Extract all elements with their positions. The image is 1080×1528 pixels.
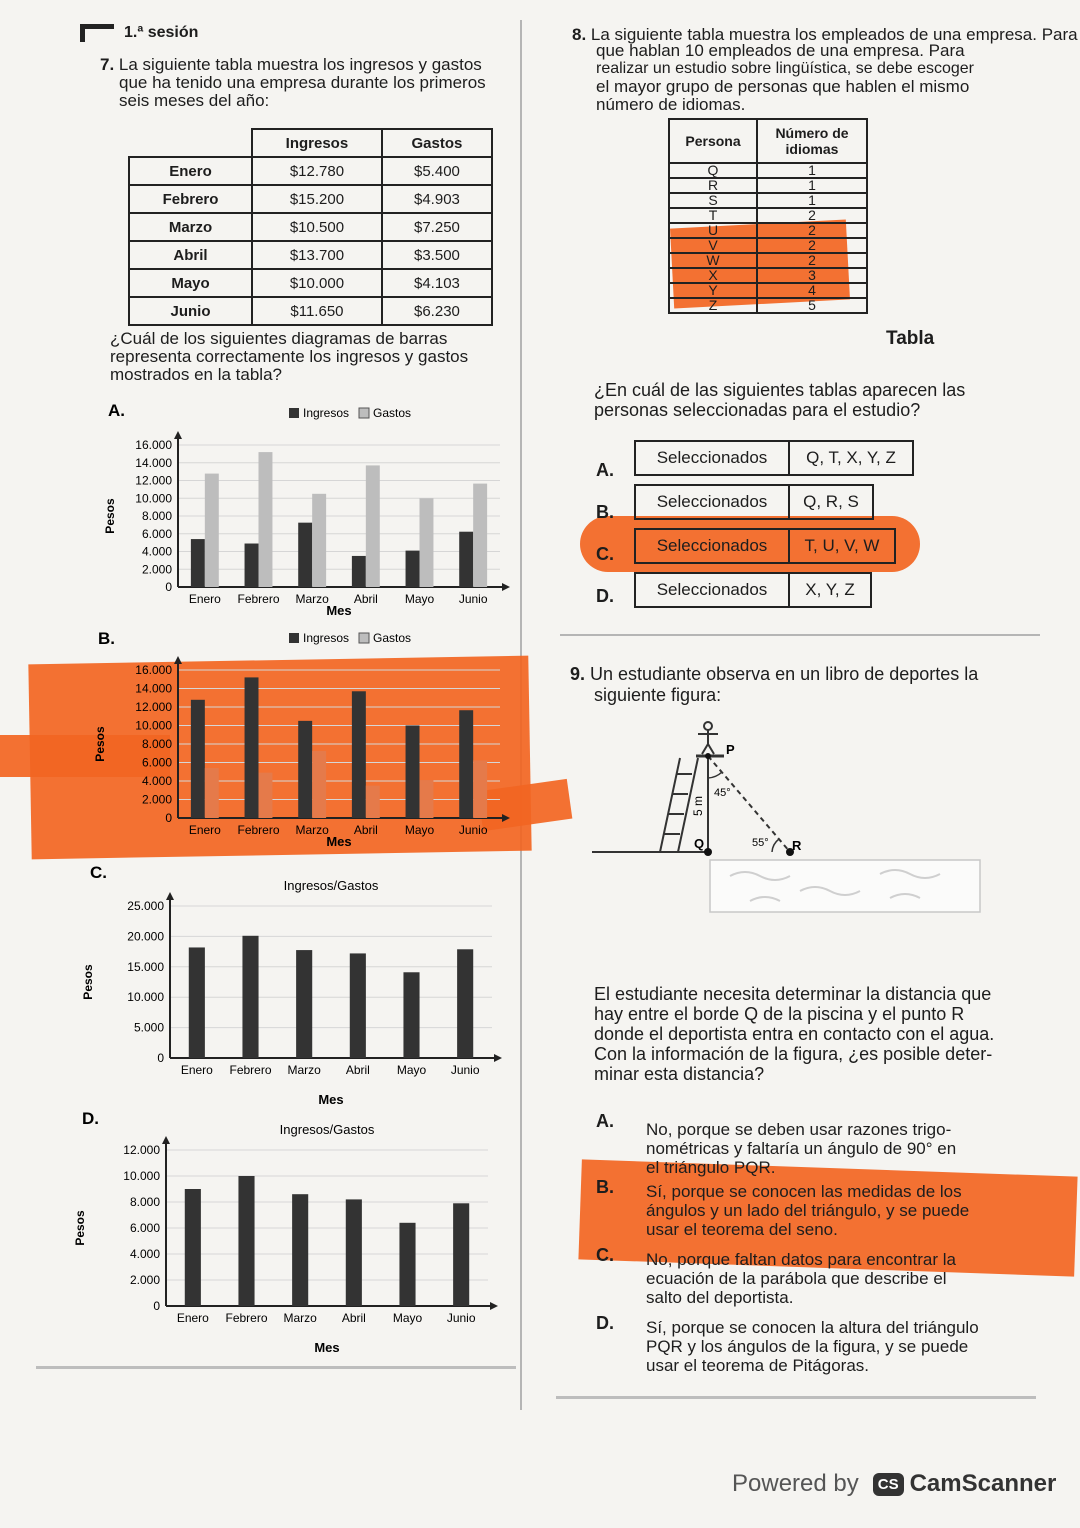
q9-number: 9. [570, 664, 586, 684]
bar-series2 [420, 498, 434, 587]
row-label: Junio [129, 297, 252, 325]
bar-series1 [350, 953, 366, 1058]
q7-number: 7. [100, 55, 115, 74]
cell-persona: S [669, 193, 757, 208]
cell-idiomas: 1 [757, 193, 867, 208]
q8-line5: número de idiomas. [596, 95, 746, 114]
cell-persona: T [669, 208, 757, 223]
y-tick-label: 8.000 [129, 1195, 160, 1209]
table-row [129, 269, 492, 297]
cell-idiomas: 3 [757, 268, 867, 283]
y-tick-label: 16.000 [135, 438, 172, 452]
x-tick-label: Abril [345, 1063, 370, 1077]
cell-persona: V [669, 238, 757, 253]
q8-line3: realizar un estudio sobre lingüística, se debe escoger [596, 60, 974, 77]
answer-line: salto del deportista. [646, 1288, 794, 1307]
cell-gastos: $5.400 [382, 157, 492, 185]
x-axis-title: Mes [314, 1340, 340, 1355]
diver-body-icon [698, 730, 718, 754]
x-tick-label: Enero [180, 1063, 213, 1077]
legend-swatch-gastos [359, 408, 369, 418]
label-angle-p: 45° [714, 787, 731, 799]
cell-idiomas: 2 [757, 238, 867, 253]
table-row [669, 208, 867, 223]
q8-table-caption: Tabla [886, 328, 935, 349]
x-tick-label: Marzo [295, 823, 329, 837]
answer-letter: C. [596, 1245, 614, 1265]
answer-text [646, 1318, 1046, 1375]
answer-letter: B. [596, 1177, 614, 1197]
label-p: P [726, 742, 735, 757]
answer-line: Sí, porque se conocen las medidas de los [646, 1182, 962, 1201]
q9-body-line3: donde el deportista entra en contacto con el agua. [594, 1024, 995, 1044]
angle-p-arc [708, 772, 722, 778]
q7-line3: seis meses del año: [119, 91, 270, 110]
q8-option-b-letter: B. [596, 502, 614, 522]
q7-statement [100, 56, 520, 110]
q8-option-a-letter: A. [596, 460, 614, 480]
point-p [705, 753, 711, 759]
answer-text [646, 1250, 1046, 1307]
x-tick-label: Febrero [229, 1063, 272, 1077]
y-tick-label: 6.000 [141, 755, 172, 770]
bar-series2 [259, 452, 273, 587]
header-persona: Persona [669, 119, 757, 163]
q8-option-c-box [634, 528, 896, 564]
option-label: Seleccionados [636, 442, 790, 474]
answer-text [646, 1120, 1046, 1177]
y-tick-label: 16.000 [135, 663, 172, 677]
bar-series1 [403, 972, 419, 1058]
y-axis-title: Pesos [103, 498, 117, 534]
row-label: Abril [129, 241, 252, 269]
table-row [129, 241, 492, 269]
answer-line: ecuación de la parábola que describe el [646, 1269, 947, 1288]
cell-idiomas: 2 [757, 208, 867, 223]
chart-option-b [80, 628, 520, 858]
chart-option-letter: A. [108, 401, 125, 420]
table-row [669, 268, 867, 283]
cell-persona: X [669, 268, 757, 283]
cell-persona: R [669, 178, 757, 193]
bar-series2 [473, 760, 487, 818]
x-axis-arrow-icon [490, 1302, 498, 1310]
q9-body-line1: El estudiante necesita determinar la distancia que [594, 984, 992, 1004]
q7-question-line2: representa correctamente los ingresos y gastos [110, 347, 469, 366]
y-axis-title: Pesos [73, 1210, 87, 1246]
answer-line: usar el teorema del seno. [646, 1220, 838, 1239]
legend-entry-gastos: Gastos [373, 406, 412, 420]
cell-idiomas: 2 [757, 253, 867, 268]
cell-idiomas: 5 [757, 298, 867, 313]
header-ingresos: Ingresos [252, 129, 382, 157]
x-tick-label: Junio [450, 1063, 480, 1077]
q9-body-line2: hay entre el borde Q de la piscina y el punto R [594, 1004, 965, 1024]
q9-body [594, 984, 1044, 1084]
table-row [129, 297, 492, 325]
x-tick-label: Mayo [404, 592, 435, 606]
section-divider [560, 634, 1040, 636]
row-label: Enero [129, 157, 252, 185]
powered-by-label: Powered by [732, 1470, 859, 1497]
y-tick-label: 25.000 [127, 899, 164, 913]
y-axis-arrow-icon [174, 656, 182, 664]
bar-series1 [298, 523, 312, 587]
pool [710, 860, 980, 912]
table-row [669, 253, 867, 268]
x-tick-label: Marzo [287, 1063, 321, 1077]
table-row [669, 178, 867, 193]
y-axis-arrow-icon [166, 892, 174, 900]
table-header-row [669, 119, 867, 163]
bar-series1 [191, 700, 205, 818]
answer-line: ángulos y un lado del triángulo, y se puede [646, 1201, 970, 1220]
chart-title: Ingresos/Gastos [279, 1122, 375, 1137]
cell-ingresos: $13.700 [252, 241, 382, 269]
ladder-rail-left [660, 758, 680, 852]
table-row [669, 283, 867, 298]
answer-line: el triángulo PQR. [646, 1158, 776, 1177]
answer-line: usar el teorema de Pitágoras. [646, 1356, 870, 1375]
y-tick-label: 12.000 [135, 473, 172, 488]
table-row [129, 213, 492, 241]
q9-body-line4: Con la información de la figura, ¿es posible deter- [594, 1044, 993, 1064]
option-label: Seleccionados [636, 574, 790, 606]
y-tick-label: 2.000 [141, 562, 172, 577]
x-tick-label: Junio [458, 592, 488, 606]
x-tick-label: Abril [353, 823, 378, 837]
cell-gastos: $6.230 [382, 297, 492, 325]
bar-series1 [346, 1199, 362, 1306]
x-tick-label: Febrero [237, 823, 280, 837]
x-tick-label: Junio [446, 1311, 476, 1325]
x-axis-arrow-icon [502, 814, 510, 822]
x-tick-label: Mayo [404, 823, 435, 837]
q7-table [128, 128, 493, 326]
y-axis-arrow-icon [162, 1136, 170, 1144]
legend-entry-ingresos: Ingresos [303, 631, 350, 645]
bar-series2 [312, 751, 326, 818]
cell-persona: U [669, 223, 757, 238]
bar-series2 [205, 768, 219, 818]
x-tick-label: Junio [458, 823, 488, 837]
bar-series1 [292, 1194, 308, 1306]
x-axis-title: Mes [326, 603, 352, 618]
y-tick-label: 10.000 [123, 1169, 160, 1183]
y-tick-label: 20.000 [127, 929, 164, 944]
table-header-row [129, 129, 492, 157]
label-r: R [792, 838, 802, 853]
cell-ingresos: $10.500 [252, 213, 382, 241]
q9-answer-b [596, 1177, 970, 1239]
chart-option-letter: D. [82, 1109, 99, 1128]
header-numero-idiomas: Número de idiomas [757, 119, 867, 163]
cell-idiomas: 1 [757, 178, 867, 193]
q8-option-a-box [634, 440, 914, 476]
answer-letter: A. [596, 1111, 614, 1131]
y-tick-label: 14.000 [135, 455, 172, 470]
q8-option-c-letter: C. [596, 544, 614, 564]
y-tick-label: 12.000 [123, 1143, 160, 1157]
header-gastos: Gastos [382, 129, 492, 157]
option-value: X, Y, Z [805, 580, 855, 599]
y-tick-label: 0 [165, 811, 172, 825]
y-tick-label: 4.000 [141, 774, 172, 788]
answer-line: Sí, porque se conocen la altura del triángulo [646, 1318, 979, 1337]
x-tick-label: Abril [353, 592, 378, 606]
bar-series1 [352, 556, 366, 587]
y-tick-label: 8.000 [141, 737, 172, 751]
bar-series1 [189, 947, 205, 1058]
y-tick-label: 6.000 [141, 526, 172, 541]
option-value: Q, T, X, Y, Z [806, 448, 896, 467]
bar-series1 [185, 1189, 201, 1306]
legend-swatch-ingresos [289, 633, 299, 643]
camscanner-logo-icon: CS [873, 1473, 904, 1496]
chart-option-letter: B. [98, 629, 115, 648]
q9-answer-d [596, 1313, 979, 1375]
camscanner-footer [732, 1470, 1056, 1498]
x-tick-label: Marzo [295, 592, 329, 606]
q9-line2: siguiente figura: [594, 685, 722, 705]
bar-series1 [457, 949, 473, 1058]
chart-option-letter: C. [90, 863, 107, 882]
table-row [669, 298, 867, 313]
label-side: 5 m [691, 795, 705, 816]
bottom-divider-right [556, 1396, 1036, 1399]
row-label: Marzo [129, 213, 252, 241]
cell-ingresos: $15.200 [252, 185, 382, 213]
y-tick-label: 0 [165, 580, 172, 594]
y-axis-title: Pesos [81, 964, 95, 1000]
cell-ingresos: $10.000 [252, 269, 382, 297]
y-tick-label: 2.000 [141, 792, 172, 807]
corner-mark-icon [80, 24, 114, 42]
row-label: Mayo [129, 269, 252, 297]
q8-line4: el mayor grupo de personas que hablen el mismo [596, 77, 970, 96]
camscanner-brand: CamScanner [909, 1470, 1057, 1497]
bar-series1 [245, 677, 259, 818]
row-label: Febrero [129, 185, 252, 213]
session-label: 1.ª sesión [124, 24, 199, 42]
y-tick-label: 4.000 [141, 544, 172, 559]
chart-option-a [80, 400, 520, 625]
bar-series1 [245, 544, 259, 587]
y-tick-label: 15.000 [127, 959, 164, 974]
bar-series2 [473, 484, 487, 587]
q8-line1: La siguiente tabla muestra los empleados de una empresa. Para [590, 25, 1078, 44]
y-tick-label: 6.000 [129, 1221, 160, 1235]
q8-table-body [669, 163, 867, 313]
chart-title: Ingresos/Gastos [283, 878, 379, 893]
x-tick-label: Abril [341, 1311, 366, 1325]
bar-series1 [406, 551, 420, 587]
x-axis-title: Mes [318, 1092, 344, 1107]
q8-option-d-letter: D. [596, 586, 614, 606]
q9-answer-c [596, 1245, 956, 1307]
x-tick-label: Enero [188, 592, 221, 606]
bar-series1 [242, 936, 258, 1058]
q7-question [110, 330, 520, 384]
q8-question-line1: ¿En cuál de las siguientes tablas aparecen las [594, 380, 966, 400]
legend-swatch-gastos [359, 633, 369, 643]
answer-text [646, 1182, 1046, 1239]
x-axis-arrow-icon [494, 1054, 502, 1062]
bar-series1 [298, 721, 312, 818]
x-tick-label: Mayo [396, 1063, 427, 1077]
bar-series2 [259, 773, 273, 818]
q8-statement [572, 25, 1078, 114]
x-tick-label: Enero [188, 823, 221, 837]
q8-line2: que hablan 10 empleados de una empresa. Para [596, 41, 965, 60]
bar-series1 [406, 726, 420, 819]
bar-series1 [296, 950, 312, 1058]
q9-figure [590, 716, 990, 916]
cell-gastos: $3.500 [382, 241, 492, 269]
table-row [669, 223, 867, 238]
answer-line: PQR y los ángulos de la figura, y se puede [646, 1337, 969, 1356]
chart-option-d [70, 1106, 520, 1366]
y-axis-arrow-icon [174, 431, 182, 439]
cell-idiomas: 4 [757, 283, 867, 298]
q9-line1: Un estudiante observa en un libro de deportes la [590, 664, 979, 684]
chart-option-c [70, 862, 520, 1112]
y-tick-label: 10.000 [135, 718, 172, 733]
cell-persona: Y [669, 283, 757, 298]
cell-gastos: $4.103 [382, 269, 492, 297]
x-tick-label: Mayo [392, 1311, 423, 1325]
y-tick-label: 4.000 [129, 1247, 160, 1261]
bar-series2 [312, 494, 326, 587]
label-q: Q [694, 836, 705, 851]
y-tick-label: 12.000 [135, 700, 172, 714]
bar-series1 [453, 1203, 469, 1306]
table-row [129, 185, 492, 213]
bottom-divider-left [36, 1366, 516, 1369]
legend-entry-ingresos: Ingresos [303, 406, 350, 420]
y-tick-label: 5.000 [133, 1020, 164, 1035]
bar-series2 [420, 780, 434, 818]
answer-line: nométricas y faltaría un ángulo de 90° en [646, 1139, 957, 1158]
cell-gastos: $7.250 [382, 213, 492, 241]
bar-series1 [352, 691, 366, 818]
option-value: T, U, V, W [804, 536, 880, 555]
q8-option-d-box [634, 572, 872, 608]
cell-idiomas: 1 [757, 163, 867, 178]
q8-question-line2: personas seleccionadas para el estudio? [594, 400, 921, 420]
y-tick-label: 10.000 [127, 990, 164, 1005]
angle-r-arc [772, 839, 779, 852]
option-value: Q, R, S [803, 492, 859, 511]
cell-persona: Q [669, 163, 757, 178]
y-tick-label: 2.000 [129, 1273, 160, 1287]
table-row [669, 163, 867, 178]
bar-series2 [205, 474, 219, 587]
cell-ingresos: $12.780 [252, 157, 382, 185]
legend-entry-gastos: Gastos [373, 631, 412, 645]
y-tick-label: 8.000 [141, 509, 172, 523]
answer-line: No, porque faltan datos para encontrar la [646, 1250, 956, 1269]
q9-body-line5: minar esta distancia? [594, 1064, 765, 1084]
bar-series1 [191, 539, 205, 587]
answer-letter: D. [596, 1313, 614, 1333]
option-label: Seleccionados [636, 486, 790, 518]
y-axis-title: Pesos [93, 726, 107, 762]
q8-number: 8. [572, 25, 587, 44]
y-tick-label: 10.000 [135, 491, 172, 506]
table-row [669, 238, 867, 253]
bar-series1 [459, 710, 473, 818]
q7-line1: La siguiente tabla muestra los ingresos y gastos [118, 55, 482, 74]
cell-persona: Z [669, 298, 757, 313]
cell-persona: W [669, 253, 757, 268]
q7-line2: que ha tenido una empresa durante los primeros [119, 73, 486, 92]
label-angle-r: 55° [752, 837, 769, 849]
cell-idiomas: 2 [757, 223, 867, 238]
session-header [80, 24, 198, 42]
x-tick-label: Marzo [283, 1311, 317, 1325]
bar-series1 [399, 1223, 415, 1306]
cell-gastos: $4.903 [382, 185, 492, 213]
q8-option-b-box [634, 484, 874, 520]
q9-statement [570, 664, 1040, 706]
jump-path [708, 756, 790, 852]
point-q [704, 848, 712, 856]
y-tick-label: 0 [157, 1051, 164, 1065]
bar-series2 [366, 786, 380, 818]
y-tick-label: 14.000 [135, 681, 172, 696]
x-axis-title: Mes [326, 834, 352, 849]
x-tick-label: Febrero [225, 1311, 268, 1325]
x-tick-label: Febrero [237, 592, 280, 606]
diver-head-icon [704, 722, 712, 730]
q9-answer-a [596, 1111, 957, 1177]
table-row [669, 193, 867, 208]
table-row [129, 157, 492, 185]
q8-table [668, 118, 868, 314]
y-tick-label: 0 [153, 1299, 160, 1313]
x-tick-label: Enero [176, 1311, 209, 1325]
table-corner-cell [129, 129, 252, 157]
bar-series1 [238, 1176, 254, 1306]
option-label: Seleccionados [636, 530, 790, 562]
answer-line: No, porque se deben usar razones trigo- [646, 1120, 952, 1139]
q7-question-line1: ¿Cuál de los siguientes diagramas de barras [110, 329, 448, 348]
bar-series1 [459, 532, 473, 587]
x-axis-arrow-icon [502, 583, 510, 591]
legend-swatch-ingresos [289, 408, 299, 418]
bar-series2 [366, 465, 380, 587]
q8-question [594, 380, 1034, 420]
q7-question-line3: mostrados en la tabla? [110, 365, 282, 384]
cell-ingresos: $11.650 [252, 297, 382, 325]
